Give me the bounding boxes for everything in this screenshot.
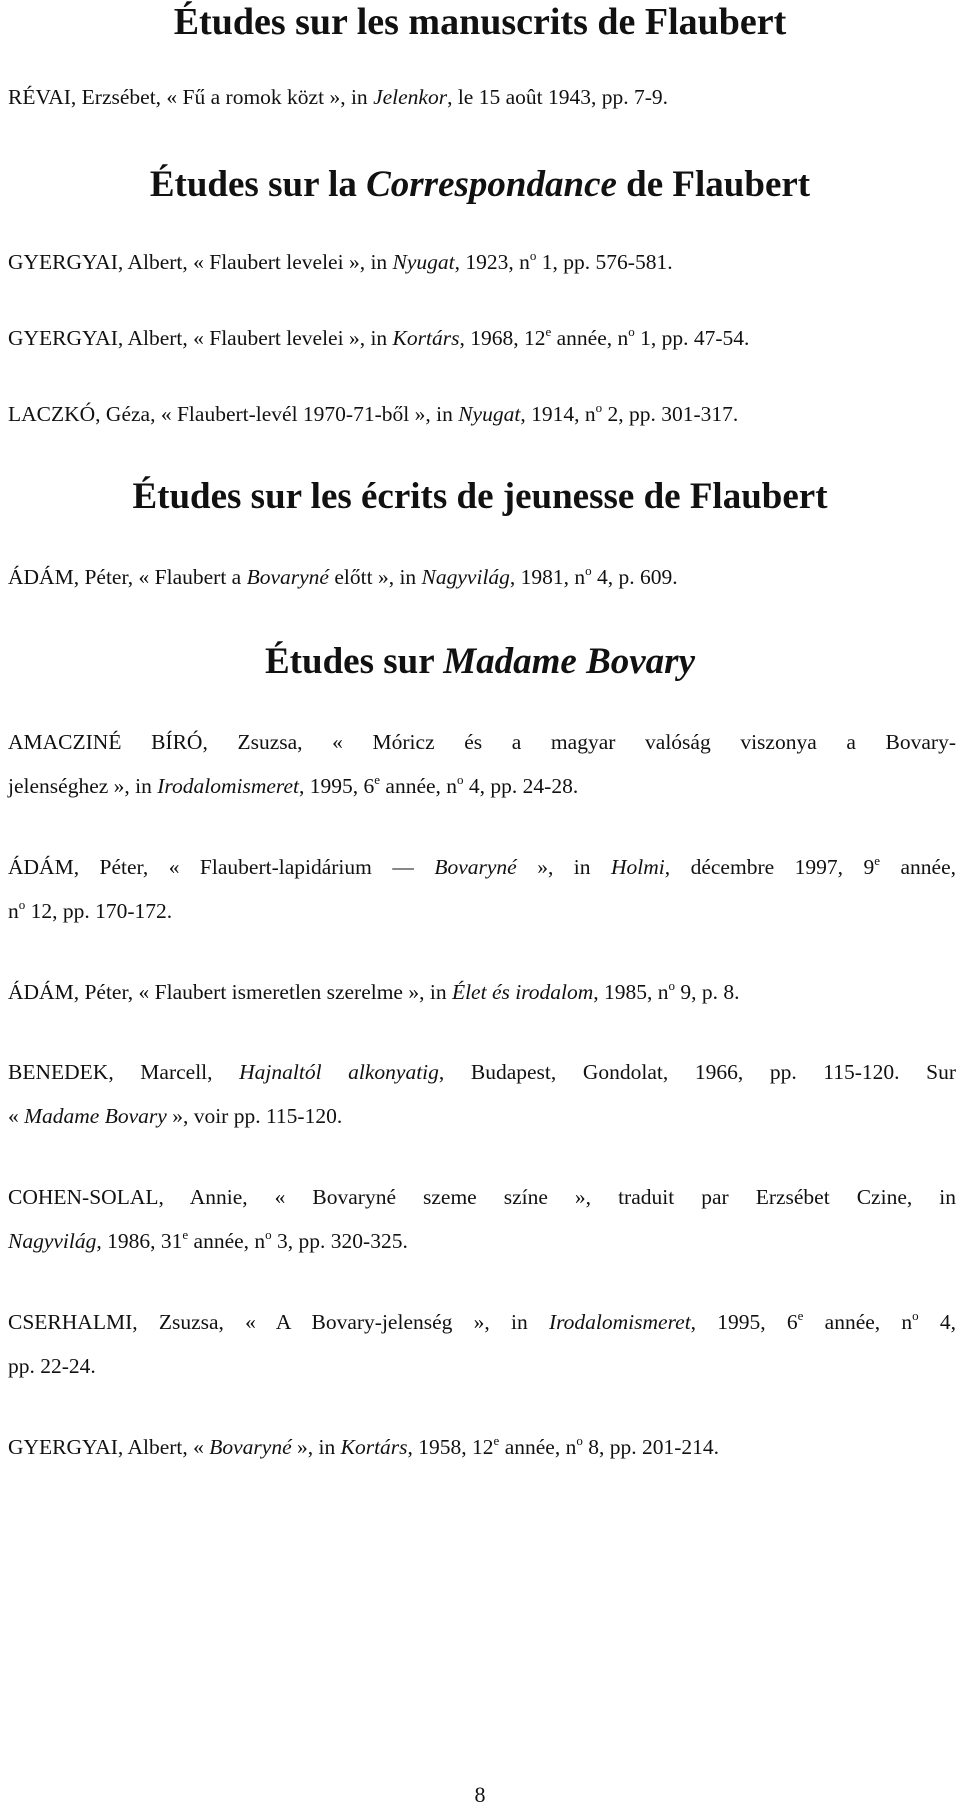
entry-adam-1981: ÁDÁM, Péter, « Flaubert a Bovaryné előtt », in Nagyvilág, 1981, $n^o$ 4, p. 609. xyxy=(8,563,678,589)
entry-adam-1997: ÁDÁM, Péter, « Flaubert-lapidárium — Bovaryné », in Holmi, décembre 1997, 9e année, $n^o$ 12, pp. 170-172. xyxy=(8,853,956,923)
heading-correspondance: Études sur la Correspondance de Flaubert xyxy=(149,164,811,205)
heading-jeunesse: Études sur les écrits de jeunesse de Flaubert xyxy=(132,476,828,517)
heading-bovary: Études sur Madame Bovary xyxy=(265,641,695,682)
entry-revai: RÉVAI, Erzsébet, « Fű a romok közt », in Jelenkor, le 15 août 1943, pp. 7-9. xyxy=(8,85,669,109)
entry-adam-1985: ÁDÁM, Péter, « Flaubert ismeretlen szerelme », in Élet és irodalom, 1985, $n^o$ 9, p. 8. xyxy=(8,978,740,1004)
entry-cohen-solal: COHEN-SOLAL, Annie, « Bovaryné szeme színe », traduit par Erzsébet Czine, in Nagyvilág, 1986, 31e année, $n^o$ 3, pp. 320-325. xyxy=(8,1185,956,1253)
entry-gyergyai-1958: GYERGYAI, Albert, « Bovaryné », in Kortárs, 1958, 12e année, $n^o$ 8, pp. 201-214. xyxy=(8,1433,720,1459)
heading-manuscrits: Études sur les manuscrits de Flaubert xyxy=(173,1,787,43)
entry-laczko: LACZKÓ, Géza, « Flaubert-levél 1970-71-ből », in Nyugat, 1914, $n^o$ 2, pp. 301-317. xyxy=(8,400,739,426)
page-number: 8 xyxy=(474,1782,486,1807)
entry-cserhalmi: CSERHALMI, Zsuzsa, « A Bovary-jelenség », in Irodalomismeret, 1995, 6e année, $n^o$ 4, pp. 22-24. xyxy=(8,1308,956,1378)
entry-gyergyai-1968: GYERGYAI, Albert, « Flaubert levelei », in Kortárs, 1968, 12e année, $n^o$ 1, pp. 47-54. xyxy=(8,324,750,350)
entry-benedek: BENEDEK, Marcell, Hajnaltól alkonyatig, Budapest, Gondolat, 1966, pp. 115-120. Sur « Madame Bovary », voir pp. 115-120. xyxy=(8,1060,957,1128)
entry-gyergyai-1923: GYERGYAI, Albert, « Flaubert levelei », in Nyugat, 1923, $n^o$ 1, pp. 576-581. xyxy=(8,248,673,274)
entry-amaczine: AMACZINÉ BÍRÓ, Zsuzsa, « Móricz és a magyar valóság viszonya a Bovary- jelenséghez », in Irodalomismeret, 1995, 6e année, $n^o$ 4, pp. 24-28. xyxy=(8,730,956,798)
